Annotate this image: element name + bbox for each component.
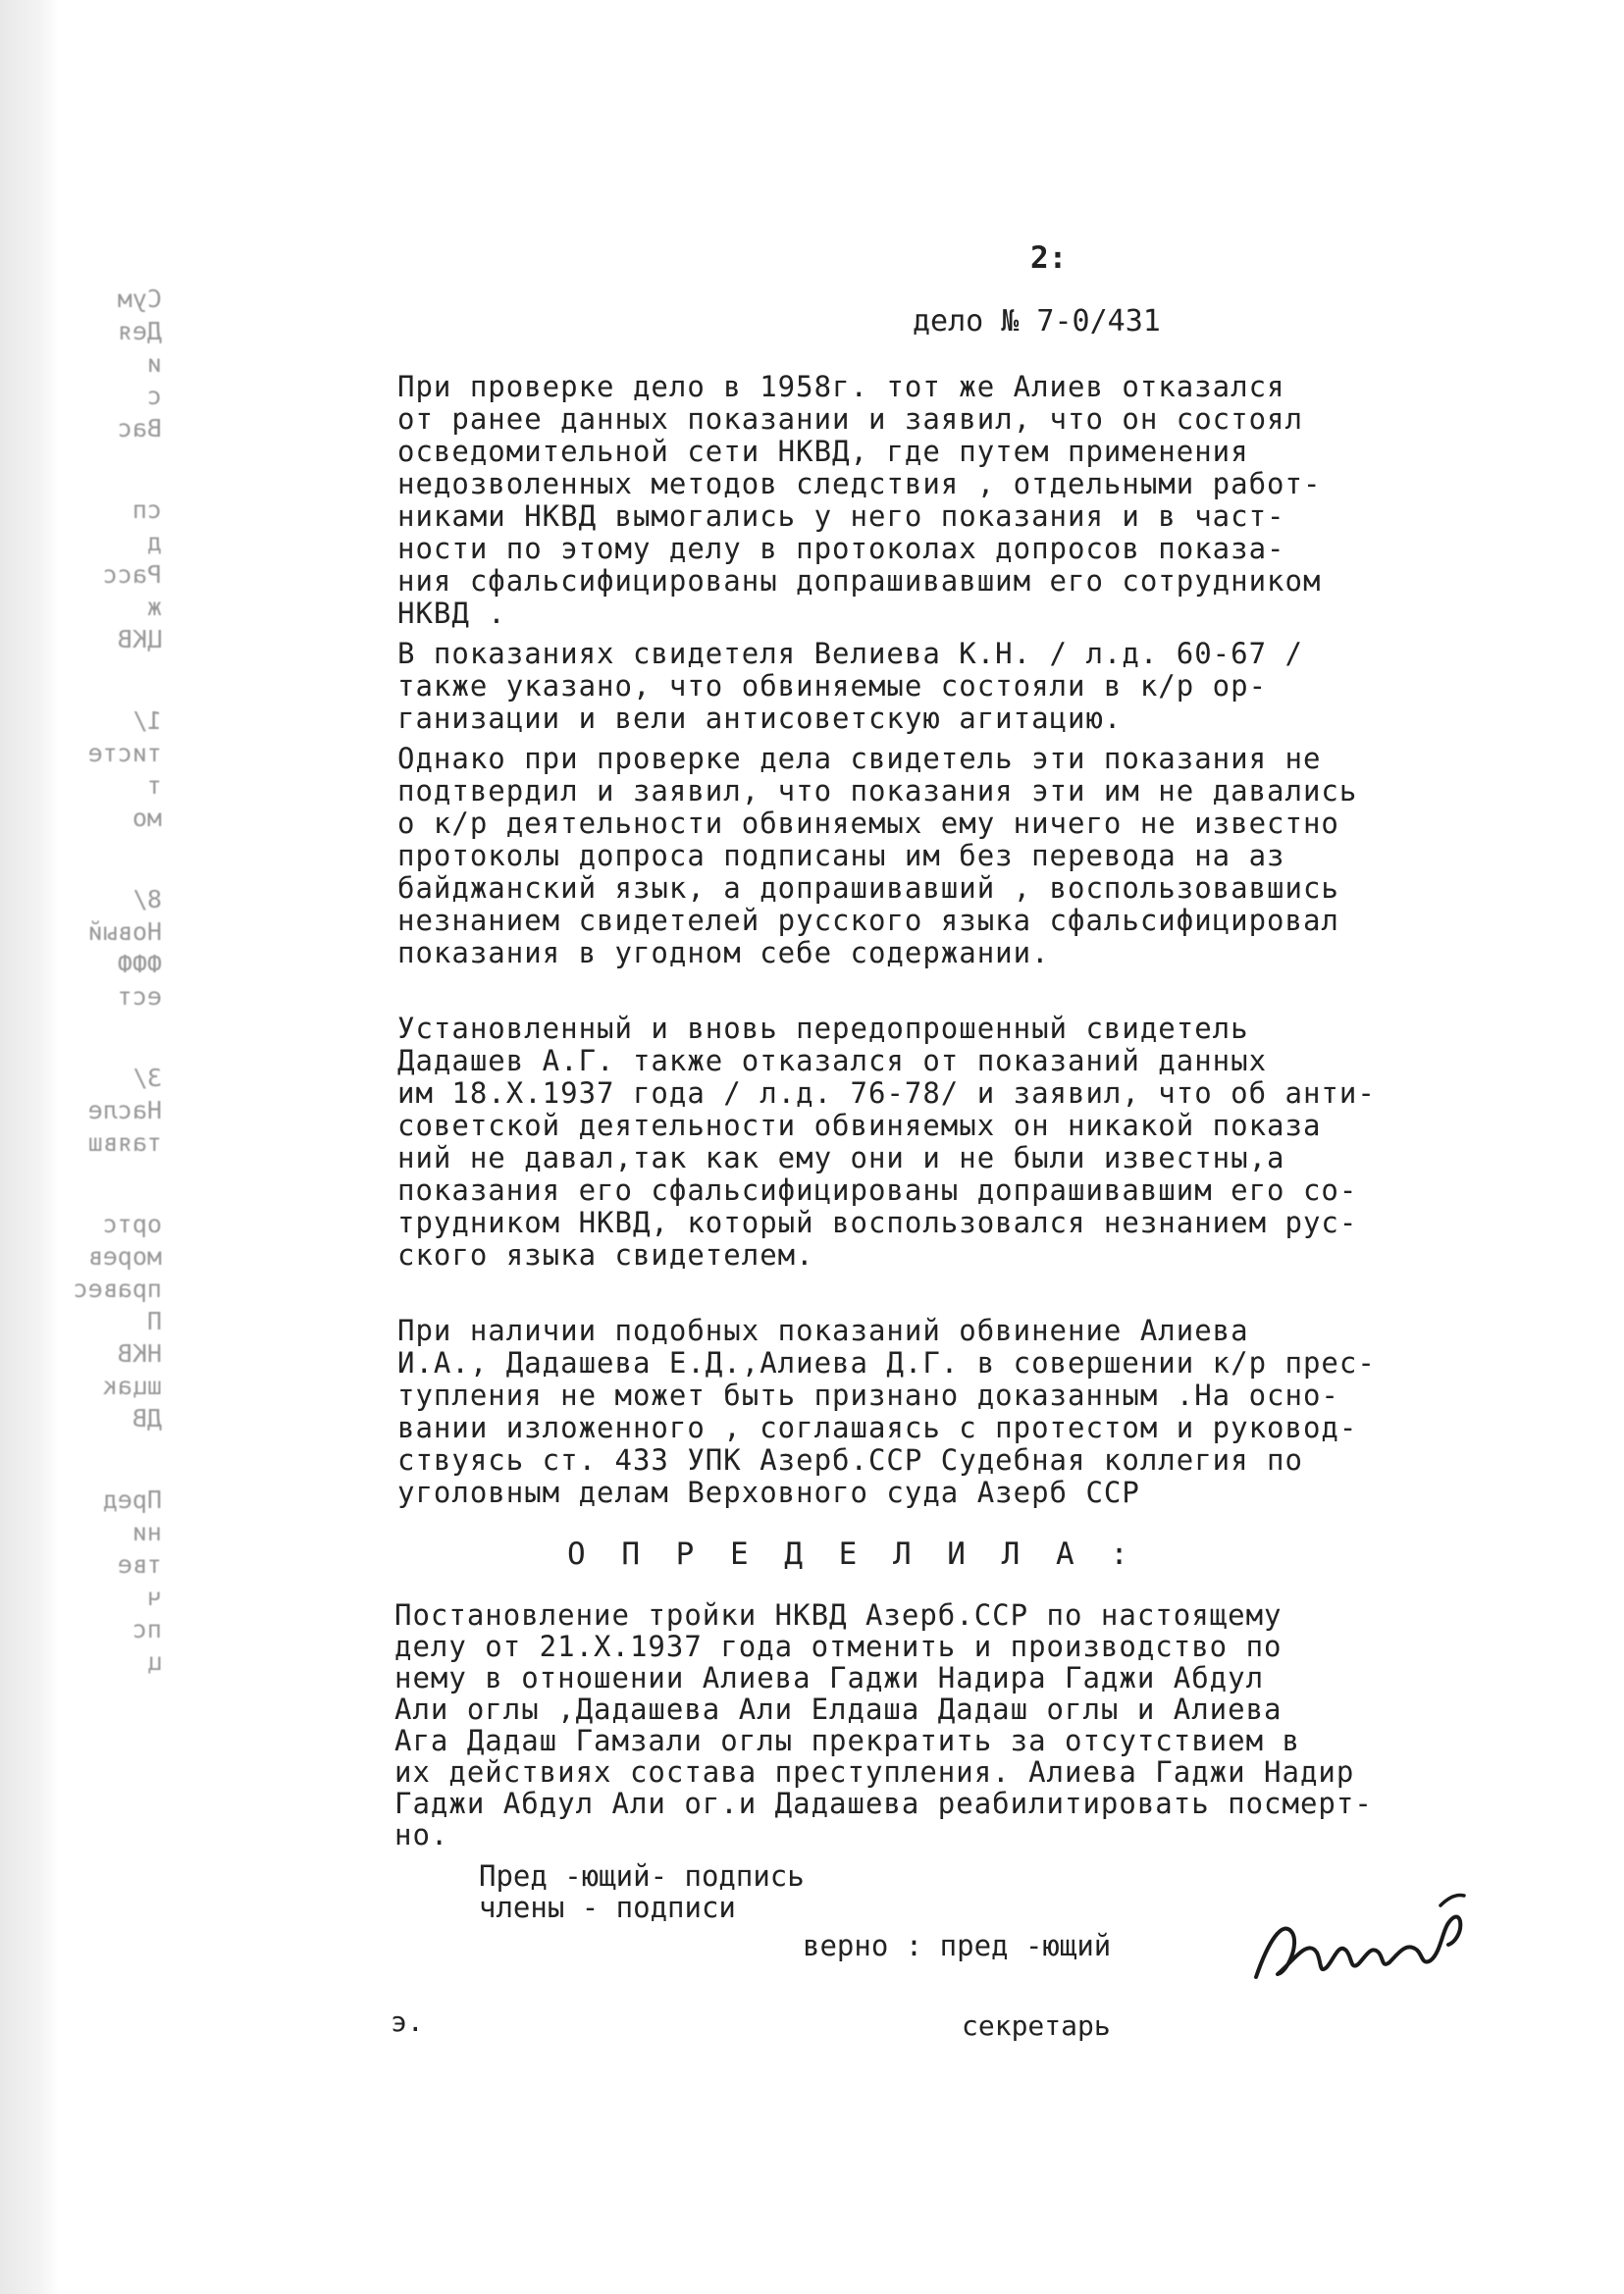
under-page-fragment: Расс	[102, 560, 162, 589]
under-page-fragment: П	[146, 1307, 162, 1335]
under-page-fragment: морев	[87, 1242, 162, 1271]
secretary-line: секретарь	[962, 2009, 1111, 2042]
under-page-fragment: таявш	[87, 1128, 162, 1157]
under-page-fragment: 1/	[131, 706, 162, 735]
paragraph-dadashev-testimony: Установленный и вновь передопрошенный свидетель Дадашев А.Г. также отказался от показаний данных им 18.Х.1937 года / л.д. 76-78/ и заявил, что об анти- советской деятельности обвиняемых он никакой показа ний не давал,так как ему они и не были известны,а показания его сфальсифицированы допрашивавшим его со- трудником НКВД, который воспользовался незнанием рус- ского языка свидетелем.	[397, 1012, 1376, 1272]
handwritten-signature	[1248, 1884, 1474, 1992]
under-page-fragment: т	[146, 771, 162, 800]
under-page-fragment	[0, 1436, 162, 1486]
under-page-fragment: Сум	[117, 285, 162, 313]
under-page-fragment: мо	[131, 804, 162, 832]
under-page-fragment: тисте	[87, 739, 162, 767]
case-number: дело № 7-0/431	[913, 304, 1161, 339]
under-page-fragment	[0, 836, 162, 885]
decision-heading: О П Р Е Д Е Л И Л А :	[567, 1537, 1137, 1572]
under-page-fragment: ж	[146, 593, 162, 621]
under-page-fragment: ест	[117, 982, 162, 1011]
under-page-fragment: тве	[117, 1550, 162, 1579]
under-page-fragment: и	[146, 349, 162, 378]
under-page-fragment: сп	[131, 495, 162, 524]
under-page-fragment: правес	[73, 1275, 162, 1303]
under-page-fragment: пс	[131, 1615, 162, 1643]
under-page-fragment: ц	[146, 1647, 162, 1676]
members-signature-line: члены - подписи	[479, 1891, 736, 1924]
under-page-fragment: Новый	[87, 917, 162, 946]
signature-block	[479, 1860, 805, 1923]
under-page-fragment: Пред	[102, 1486, 162, 1514]
under-page-fragment: ни	[131, 1518, 162, 1546]
under-page-fragment: 8/	[131, 885, 162, 913]
chair-signature-line: Пред -ющий- подпись	[479, 1859, 805, 1893]
footer-mark: э.	[391, 2006, 424, 2038]
under-page-fragment	[0, 1161, 162, 1210]
paragraph-conclusion: При наличии подобных показаний обвинение Алиева И.А., Дадашева Е.Д.,Алиева Д.Г. в совершении к/р прес- тупления не может быть признано доказанным .На осно- вании изложенного , соглашаясь с протестом и руковод- ствуясь ст. 433 УПК Азерб.ССР Судебная коллегия по уголовным делам Верховного суда Азерб ССР	[397, 1314, 1376, 1509]
under-page-fragment	[0, 657, 162, 706]
document-body	[397, 371, 1624, 1509]
under-page-fragment: ЦКВ	[117, 625, 162, 653]
under-page-fragment: Дея	[117, 317, 162, 345]
under-page-fragment: ч	[146, 1583, 162, 1611]
under-page-fragment: Вас	[117, 414, 162, 443]
under-page-fragment	[0, 1015, 162, 1064]
verified-line: верно : пред -ющий	[803, 1929, 1112, 1962]
paragraph-aliev-retraction: При проверке дело в 1958г. тот же Алиев отказался от ранее данных показании и заявил, что он состоял осведомительной сети НКВД, где путем применения недозволенных методов следствия , отдельными работ- никами НКВД вымогались у него показания и в част- ности по этому делу в протоколах допросов показа- ния сфальсифицированы допрашивавшим его сотрудником НКВД .	[397, 370, 1322, 630]
under-page-fragment	[0, 446, 162, 495]
under-page-fragment: ортс	[102, 1210, 162, 1238]
page-number: 2:	[1030, 240, 1068, 276]
paragraph-veliev-testimony: В показаниях свидетеля Велиева К.Н. / л.д. 60-67 / также указано, что обвиняемые состояли в к/р ор- ганизации и вели антисоветскую агитацию.	[397, 637, 1303, 735]
under-page-fragment: ФФФ	[117, 950, 162, 978]
under-page-fragment: д	[146, 528, 162, 556]
under-page-fragment: 3/	[131, 1064, 162, 1092]
under-page-fragment: Насле	[87, 1096, 162, 1124]
under-page-fragment: ДВ	[131, 1404, 162, 1433]
under-page-fragment: с	[146, 382, 162, 410]
under-page-fragment: шцак	[102, 1372, 162, 1400]
paragraph-witness-retraction: Однако при проверке дела свидетель эти показания не подтвердил и заявил, что показания эти им не давались о к/р деятельности обвиняемых ему ничего не известно протоколы допроса подписаны им без перевода на аз байджанский язык, а допрашивавший , воспользовавшись незнанием свидетелей русского языка сфальсифицировал показания в угодном себе содержании.	[397, 742, 1358, 969]
under-page-fragment: НКВ	[117, 1339, 162, 1368]
underlying-page-bleed	[0, 285, 162, 1676]
decision-text: Постановление тройки НКВД Азерб.ССР по настоящему делу от 21.Х.1937 года отменить и производство по нему в отношении Алиева Гаджи Надира Гаджи Абдул Али оглы ,Дадашева Али Елдаша Дадаш оглы и Алиева Ага Дадаш Гамзали оглы прекратить за отсутствием в их действиях состава преступления. Алиева Гаджи Надир Гаджи Абдул Али ог.и Дадашева реабилитировать посмерт- но.	[394, 1598, 1373, 1851]
